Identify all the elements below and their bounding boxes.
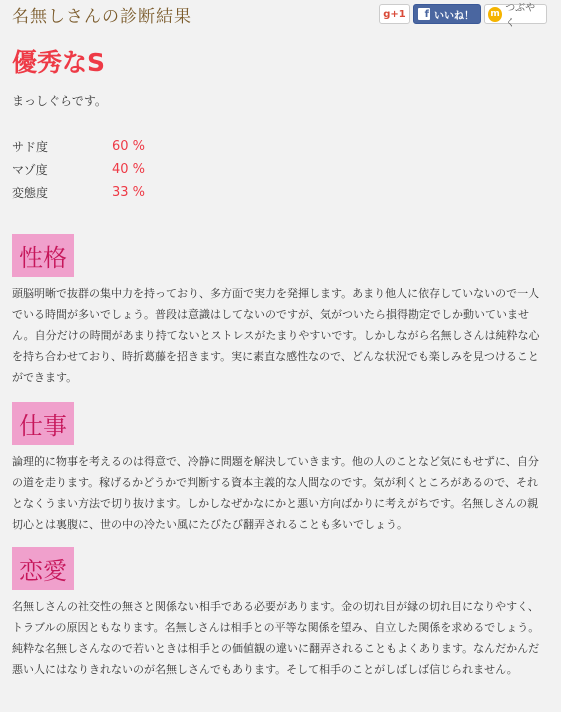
stat-label: マゾ度: [12, 163, 48, 177]
section-text-love: 名無しさんの社交性の無さと関係ない相手である必要があります。金の切れ目が縁の切れ目になりやすく、トラブルの原因ともなります。名無しさんは相手との平等な関係を望み、自立した関係を求めるでしょう。純粋な名無しさんなので若いときは相手との価値観の違いに翻弄されることもよくあります。なんだかんだ悪い人にはなりきれないのが名無しさんでもあります。そして相手のことがしばしば信じられません。: [12, 600, 540, 676]
tsubuyaku-label: つぶやく: [505, 3, 536, 29]
stats-list: [12, 135, 145, 204]
stat-row-mazo: [12, 158, 145, 181]
stat-value: 40 %: [112, 162, 146, 177]
top-bar: [12, 0, 549, 30]
section-heading-work: 仕事: [12, 402, 74, 445]
stat-row-hentai: [12, 181, 145, 204]
section-text-work: 論理的に物事を考えるのは得意で、冷静に問題を解決していきます。他の人のことなど気にもせずに、自分の道を走ります。稼げるかどうかで判断する資本主義的な人間なのです。気が利くところがあるので、それとなくうまい方法で切り抜けます。しかしなぜかなにかと悪い方向ばかりに考えがちです。名無しさんの親切心とは裏腹に、世の中の冷たい風にたびたび翻弄されることも多いでしょう。: [12, 455, 539, 531]
stat-value: 60 %: [112, 139, 146, 154]
google-plus-icon: g+1: [383, 8, 406, 20]
stat-value: 33 %: [112, 185, 146, 200]
facebook-like-button[interactable]: [413, 4, 481, 24]
google-plus-button[interactable]: [379, 4, 410, 24]
page-title: 名無しさんの診断結果: [12, 7, 192, 27]
facebook-like-label: いいね！: [434, 10, 474, 22]
social-buttons: [379, 3, 547, 29]
section-heading-love: 恋愛: [12, 547, 74, 590]
stat-label: サド度: [12, 140, 49, 154]
stat-label: 変態度: [12, 186, 49, 200]
tsubuyaku-button[interactable]: [484, 3, 547, 29]
facebook-icon: f: [418, 8, 430, 20]
result-description: まっしぐらです。: [12, 94, 107, 108]
mixi-icon: m: [488, 7, 502, 22]
result-title: 優秀なS: [12, 48, 106, 77]
section-text-personality: 頭脳明晰で抜群の集中力を持っており、多方面で実力を発揮します。あまり他人に依存していないので一人でいる時間が多いでしょう。普段は意識はしてないのですが、気がついたら損得勘定でしか動いていません。自分だけの時間があまり持てないとストレスがたまりやすいです。しかしながら名無しさんは純粋な心を持ち合わせており、時折葛藤を招きます。実に素直な感性なので、どんな状況でも楽しみを見つけることができます。: [12, 287, 540, 384]
section-heading-personality: 性格: [12, 234, 74, 277]
stat-row-sado: [12, 135, 145, 158]
